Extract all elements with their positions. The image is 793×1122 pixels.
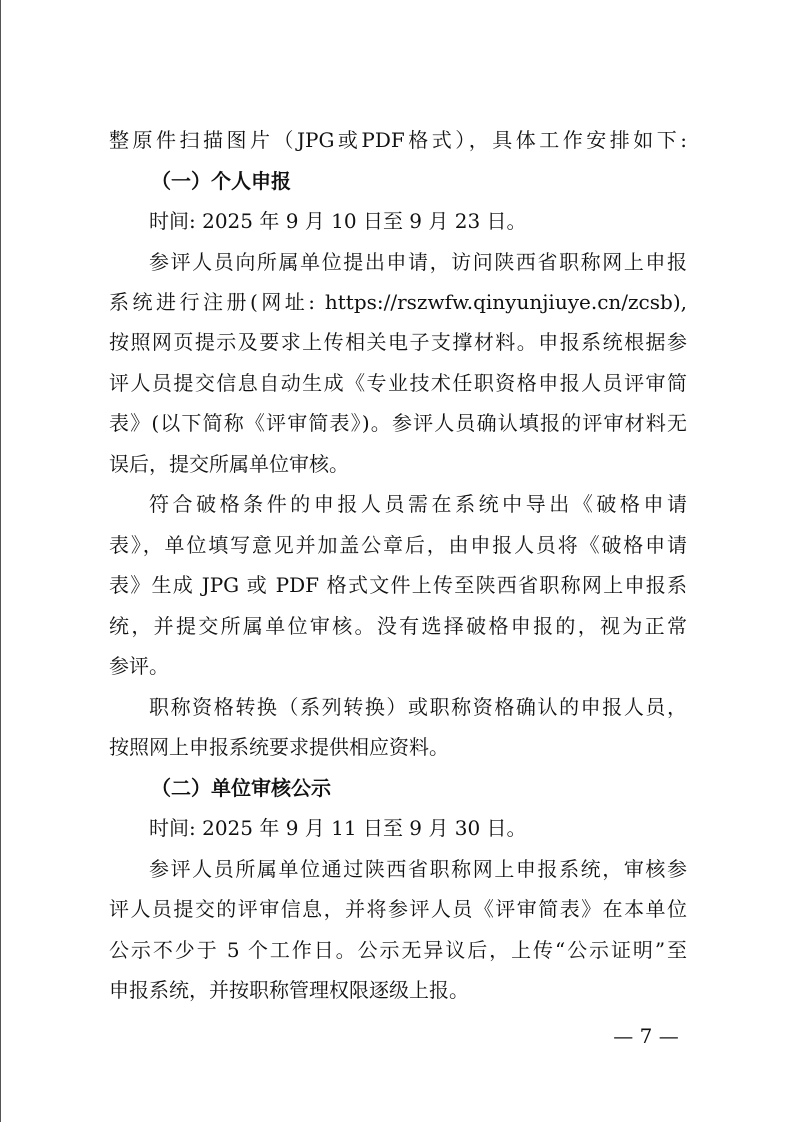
paragraph-line: 评人员提交信息自动生成《专业技术任职资格申报人员评审简 bbox=[109, 371, 687, 395]
section-heading: （二）单位审核公示 bbox=[151, 776, 331, 800]
paragraph-line: 表》，单位填写意见并加盖公章后，由申报人员将《破格申请 bbox=[109, 533, 687, 557]
paragraph-line: 表》生成 JPG 或 PDF 格式文件上传至陕西省职称网上申报系 bbox=[109, 573, 687, 597]
paragraph-line: 参评人员所属单位通过陕西省职称网上申报系统，审核参 bbox=[149, 857, 687, 881]
section-heading: （一）个人申报 bbox=[151, 169, 291, 193]
paragraph-line: 评人员提交的评审信息，并将参评人员《评审简表》在本单位 bbox=[109, 897, 687, 921]
page-number: — 7 — bbox=[613, 1024, 679, 1048]
paragraph-line: 整原件扫描图片（JPG或PDF格式），具体工作安排如下: bbox=[109, 128, 687, 152]
paragraph-line: 参评人员向所属单位提出申请，访问陕西省职称网上申报 bbox=[149, 250, 687, 274]
paragraph-line: 时间: 2025 年 9 月 10 日至 9 月 23 日。 bbox=[149, 209, 527, 233]
paragraph-line: 参评。 bbox=[109, 654, 169, 678]
paragraph-line: 职称资格转换（系列转换）或职称资格确认的申报人员， bbox=[149, 695, 687, 719]
paragraph-line: 按照网页提示及要求上传相关电子支撑材料。申报系统根据参 bbox=[109, 330, 687, 354]
paragraph-line: 统，并提交所属单位审核。没有选择破格申报的，视为正常 bbox=[109, 614, 687, 638]
paragraph-line: 符合破格条件的申报人员需在系统中导出《破格申请 bbox=[149, 492, 687, 516]
paragraph-line: 时间: 2025 年 9 月 11 日至 9 月 30 日。 bbox=[149, 816, 527, 840]
paragraph-line: 申报系统，并按职称管理权限逐级上报。 bbox=[109, 978, 469, 1002]
paragraph-line: 按照网上申报系统要求提供相应资料。 bbox=[109, 735, 449, 759]
paragraph-line: 误后，提交所属单位审核。 bbox=[109, 452, 349, 476]
paragraph-line: 表》(以下简称《评审简表》)。参评人员确认填报的评审材料无 bbox=[109, 411, 687, 435]
paragraph-line: 系统进行注册(网址: https://rszwfw.qinyunjiuye.cn/zcsb), bbox=[109, 290, 687, 314]
paragraph-line: 公示不少于 5 个工作日。公示无异议后，上传“公示证明”至 bbox=[109, 938, 687, 962]
body-text bbox=[1, 0, 793, 1000]
